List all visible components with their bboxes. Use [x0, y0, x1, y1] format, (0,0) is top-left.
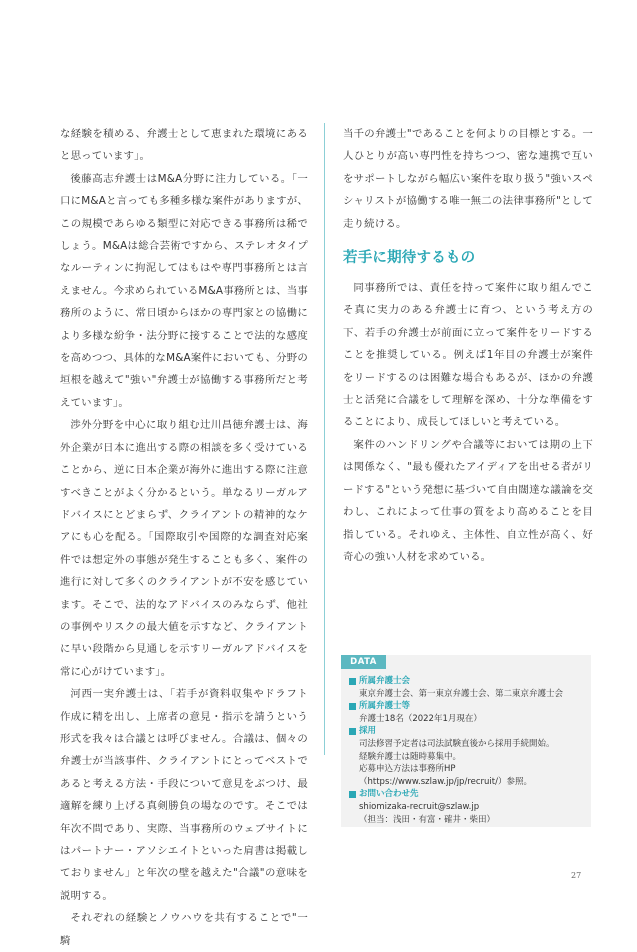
square-bullet-icon — [349, 728, 356, 735]
body-paragraph: 河西一実弁護士は、「若手が資料収集やドラフト作成に精を出し、上席者の意見・指示を請うという形式を我々は合議とは呼びません。合議は、個々の弁護士が当該事件、クライアントにとってベストであると考える方法・手段について意見をぶつけ、最適解を練り上げる真剣勝負の場なのです。そこでは年次不問であり、実際、当事務所のウェブサイトにはパートナー・アソシエイトといった肩書は掲載しておりません」と年次の壁を越えた"合議"の意味を説明する。 — [60, 688, 308, 902]
left-column — [60, 123, 308, 952]
right-column — [343, 123, 593, 568]
data-content — [349, 675, 585, 826]
body-paragraph: 案件のハンドリングや合議等においては期の上下は関係なく、"最も優れたアイディアを出せる者がリードする"という発想に基づいて自由闊達な議論を交わし、これによって仕事の質をより高めることを目指している。それゆえ、主体性、自立性が高く、好奇心の強い人材を求めている。 — [343, 438, 593, 563]
body-paragraph: それぞれの経験とノウハウを共有することで"一騎 — [60, 912, 308, 947]
contact-email[interactable]: shiomizaka-recruit@szlaw.jp — [359, 801, 480, 812]
data-label: 採用 — [349, 725, 585, 738]
square-bullet-icon — [349, 791, 356, 798]
data-label: お問い合わせ先 — [349, 788, 585, 801]
column-divider — [324, 123, 325, 755]
data-value: 東京弁護士会、第一東京弁護士会、第二東京弁護士会 — [359, 688, 564, 699]
data-value: 弁護士18名（2022年1月現在） — [359, 713, 482, 724]
body-paragraph: 渉外分野を中心に取り組む辻川昌徳弁護士は、海外企業が日本に進出する際の相談を多く受けていることから、逆に日本企業が海外に進出する際に注意すべきことがよく分かるという。単なるリーガルアドバイスにとどまらず、クライアントの精神的なケアにも心を配る。「国際取引や国際的な調査対応案件では想定外の事態が発生することも多く、案件の進行に対して多くのクライアントが不安を感じています。そこで、法的なアドバイスのみならず、他社の事例やリスクの最大値を示すなど、クライアントに早い段階から見通しを示すリーガルアドバイスを常に心がけています」。 — [60, 419, 308, 678]
data-box — [341, 655, 591, 827]
data-value: 経験弁護士は随時募集中。 — [359, 751, 462, 762]
page-number: 27 — [571, 871, 582, 880]
body-paragraph: 同事務所では、責任を持って案件に取り組んでこそ真に実力のある弁護士に育つ、という考え方の下、若手の弁護士が前面に立って案件をリードすることを推奨している。例えば1年目の弁護士が案件をリードするのは困難な場合もあるが、ほかの弁護士と活発に合議をして理解を深め、十分な準備をすることにより、成長してほしいと考えている。 — [343, 282, 593, 429]
square-bullet-icon — [349, 678, 356, 685]
section-heading: 若手に期待するもの — [343, 250, 476, 267]
data-tag: DATA — [341, 655, 386, 669]
data-value: 司法修習予定者は司法試験直後から採用手続開始。 — [359, 738, 555, 749]
data-value: 応募申込方法は事務所HP（https://www.szlaw.jp/jp/recruit/）参照。 — [359, 764, 532, 787]
data-label: 所属弁護士等 — [349, 700, 585, 713]
body-paragraph: な経験を積める、弁護士として恵まれた環境にあると思っています」。 — [60, 128, 308, 163]
body-paragraph: 当千の弁護士"であることを何よりの目標とする。一人ひとりが高い専門性を持ちつつ、密な連携で互いをサポートしながら幅広い案件を取り扱う"強いスペシャリストが協働する唯一無二の法律事務所"として走り続ける。 — [343, 128, 593, 230]
data-value: （担当：浅田・有富・確井・柴田） — [359, 814, 496, 825]
square-bullet-icon — [349, 703, 356, 710]
body-paragraph: 後藤高志弁護士はM&A分野に注力している。「一口にM&Aと言っても多種多様な案件がありますが、この規模であらゆる類型に対応できる事務所は稀でしょう。M&Aは総合芸術ですから、ステレオタイプなルーティンに拘泥してはもはや専門事務所とは言えません。今求められているM&A事務所とは、当事務所のように、常日頃からほかの専門家との協働により多様な紛争・法分野に接することで法的な感度を高めつつ、具体的なM&A案件においても、分野の垣根を越えて"強い"弁護士が協働する事務所だと考えています」。 — [60, 172, 308, 409]
data-label: 所属弁護士会 — [349, 675, 585, 688]
